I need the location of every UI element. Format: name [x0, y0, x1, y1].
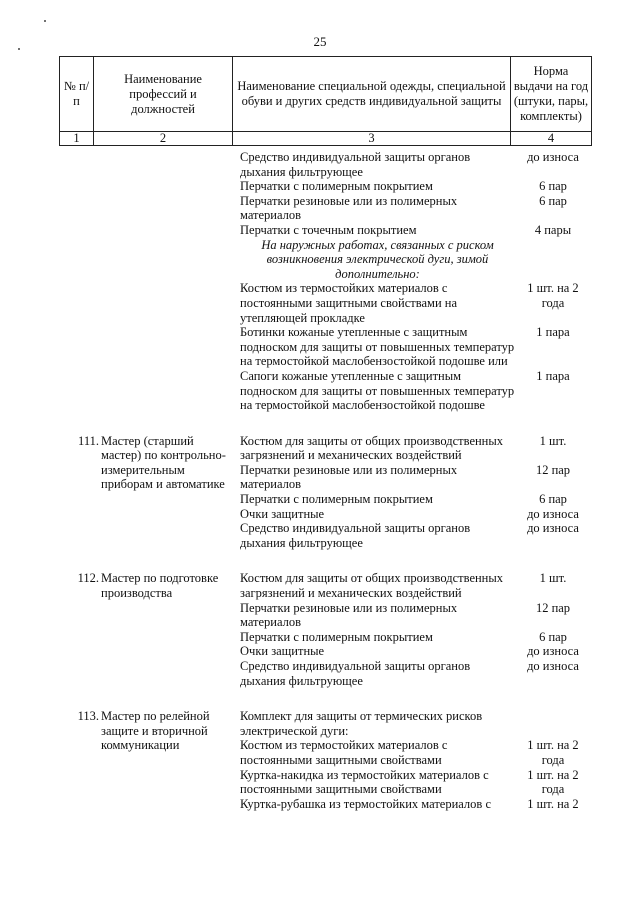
list-item: Средство индивидуальной защиты органов дыхания фильтрующее до износа	[240, 150, 579, 179]
table-row	[59, 434, 591, 551]
list-item: Очки защитные до износа	[240, 644, 579, 659]
header-norm: Норма выдачи на год (штуки, пары, комплекты)	[511, 57, 592, 132]
list-item: Перчатки резиновые или из полимерных материалов 12 пар	[240, 462, 571, 492]
profession-name: Мастер (старший мастер) по контрольно-измерительным приборам и автоматике	[101, 433, 226, 492]
profession-name: Мастер по подготовке производства	[101, 571, 219, 601]
row-number: 113.	[77, 709, 99, 724]
table-header	[59, 56, 592, 146]
list-item: Костюм для защиты от общих производственных загрязнений и механических воздействий 1 шт.	[240, 433, 567, 463]
continued-row	[59, 150, 591, 413]
header-index-4: 4	[511, 132, 592, 146]
header-equipment: Наименование специальной одежды, специальной обуви и других средств индивидуальной защиты	[233, 57, 511, 132]
list-item: Костюм для защиты от общих производственных загрязнений и механических воздействий 1 шт.	[240, 571, 567, 601]
list-item: Перчатки с точечным покрытием 4 пары	[240, 222, 572, 237]
profession-name: Мастер по релейной защите и вторичной коммуникации	[101, 709, 210, 753]
scan-speck	[44, 20, 46, 22]
table-row	[59, 571, 591, 688]
header-profession: Наименование профессий и должностей	[94, 57, 233, 132]
list-item: Сапоги кожаные утепленные с защитным подноском для защиты от повышенных температур на термостойкой маслобензостойкой подошве 1 пара	[240, 368, 570, 413]
list-item: Куртка-накидка из термостойких материалов с постоянными защитными свойствами 1 шт. на 2 года	[240, 767, 579, 797]
header-index-3: 3	[233, 132, 511, 146]
list-item: Перчатки резиновые или из полимерных материалов 12 пар	[240, 600, 571, 630]
list-item: Перчатки резиновые или из полимерных материалов 6 пар	[240, 193, 567, 223]
list-item: Перчатки с полимерным покрытием 6 пар	[240, 492, 567, 507]
list-item: Очки защитные до износа	[240, 506, 579, 521]
list-item: Средство индивидуальной защиты органов дыхания фильтрующее до износа	[240, 521, 579, 550]
list-item: Куртка-рубашка из термостойких материалов с 1 шт. на 2	[240, 796, 579, 811]
table-body	[59, 150, 591, 811]
header-index-1: 1	[60, 132, 94, 146]
list-item: Средство индивидуальной защиты органов дыхания фильтрующее до износа	[240, 659, 579, 688]
list-item: Костюм из термостойких материалов с постоянными защитными свойствами на утепляющей прокладке 1 шт. на 2 года	[240, 281, 579, 325]
row-number: 112.	[77, 571, 99, 586]
list-item: Перчатки с полимерным покрытием 6 пар	[240, 179, 567, 194]
list-item: Комплект для защиты от термических рисков электрической дуги:	[240, 709, 483, 738]
italic-note: На наружных работах, связанных с риском возникновения электрической дуги, зимой дополнительно:	[261, 237, 494, 281]
page-number: 25	[313, 34, 327, 49]
list-item: Ботинки кожаные утепленные с защитным подноском для защиты от повышенных температур на термостойкой маслобензостойкой подошве или 1 пара	[240, 325, 570, 369]
row-number: 111.	[78, 433, 99, 448]
list-item: Перчатки с полимерным покрытием 6 пар	[240, 629, 567, 644]
header-index-2: 2	[94, 132, 233, 146]
header-num: № п/п	[60, 57, 94, 132]
list-item: Костюм из термостойких материалов с постоянными защитными свойствами 1 шт. на 2 года	[240, 738, 579, 767]
table-row	[59, 709, 591, 811]
